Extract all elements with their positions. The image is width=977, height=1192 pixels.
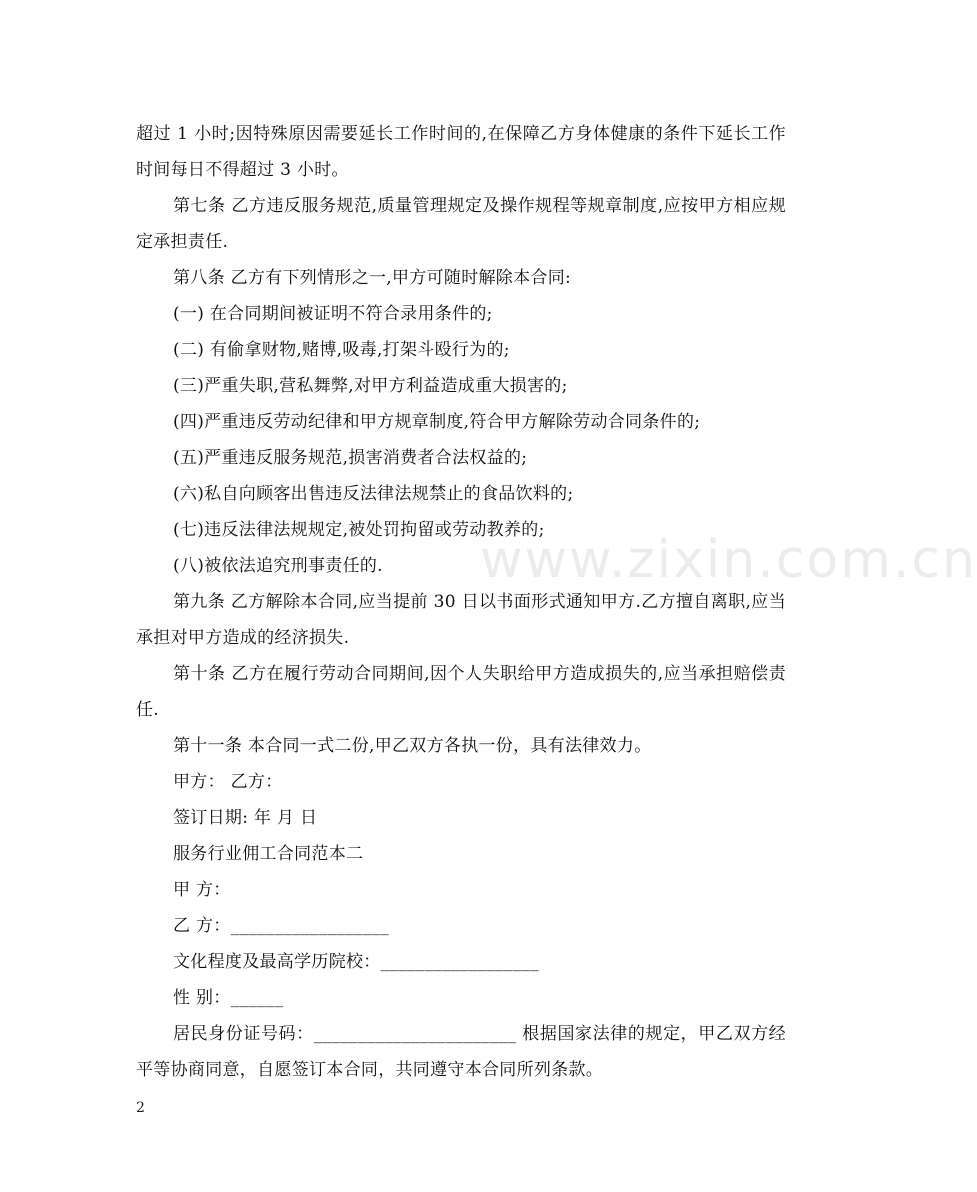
paragraph-article-11: 第十一条 本合同一式二份,甲乙双方各执一份，具有法律效力。 [173,736,652,756]
page-number: 2 [136,1100,145,1116]
section-title: 服务行业佣工合同范本二 [173,844,364,864]
list-item-8: (八)被依法追究刑事责任的. [173,556,383,576]
paragraph-1: 超过 1 小时;因特殊原因需要延长工作时间的,在保障乙方身体健康的条件下延长工作时间每日不得超过 3 小时。 [136,124,786,180]
list-item-4: (四)严重违反劳动纪律和甲方规章制度,符合甲方解除劳动合同条件的; [173,412,701,432]
id-number-paragraph: 居民身份证号码：_______________________ 根据国家法律的规定，甲乙双方经平等协商同意，自愿签订本合同，共同遵守本合同所列条款。 [136,1024,786,1080]
paragraph-article-8: 第八条 乙方有下列情形之一,甲方可随时解除本合同: [173,268,572,288]
list-item-5: (五)严重违反服务规范,损害消费者合法权益的; [173,448,528,468]
list-item-7: (七)违反法律法规规定,被处罚拘留或劳动教养的; [173,520,545,540]
watermark: www.zixin.com.cn [480,530,977,590]
education-field: 文化程度及最高学历院校：__________________ [173,952,539,972]
party-a-field: 甲 方： [173,880,231,900]
paragraph-article-7: 第七条 乙方违反服务规范,质量管理规定及操作规程等规章制度,应按甲方相应规定承担责任. [136,196,786,252]
paragraph-article-9: 第九条 乙方解除本合同,应当提前 30 日以书面形式通知甲方.乙方擅自离职,应当承担对甲方造成的经济损失. [136,592,786,648]
signing-date: 签订日期: 年 月 日 [173,808,318,828]
document-body [136,116,786,1088]
paragraph-article-10: 第十条 乙方在履行劳动合同期间,因个人失职给甲方造成损失的,应当承担赔偿责任. [136,664,786,720]
party-b-field: 乙 方：__________________ [173,916,390,936]
gender-field: 性 别：______ [173,988,284,1008]
signature-parties: 甲方： 乙方： [173,772,283,792]
list-item-3: (三)严重失职,营私舞弊,对甲方利益造成重大损害的; [173,376,568,396]
list-item-6: (六)私自向顾客出售违反法律法规禁止的食品饮料的; [173,484,574,504]
list-item-1: (一) 在合同期间被证明不符合录用条件的; [173,304,493,324]
list-item-2: (二) 有偷拿财物,赌博,吸毒,打架斗殴行为的; [173,340,510,360]
